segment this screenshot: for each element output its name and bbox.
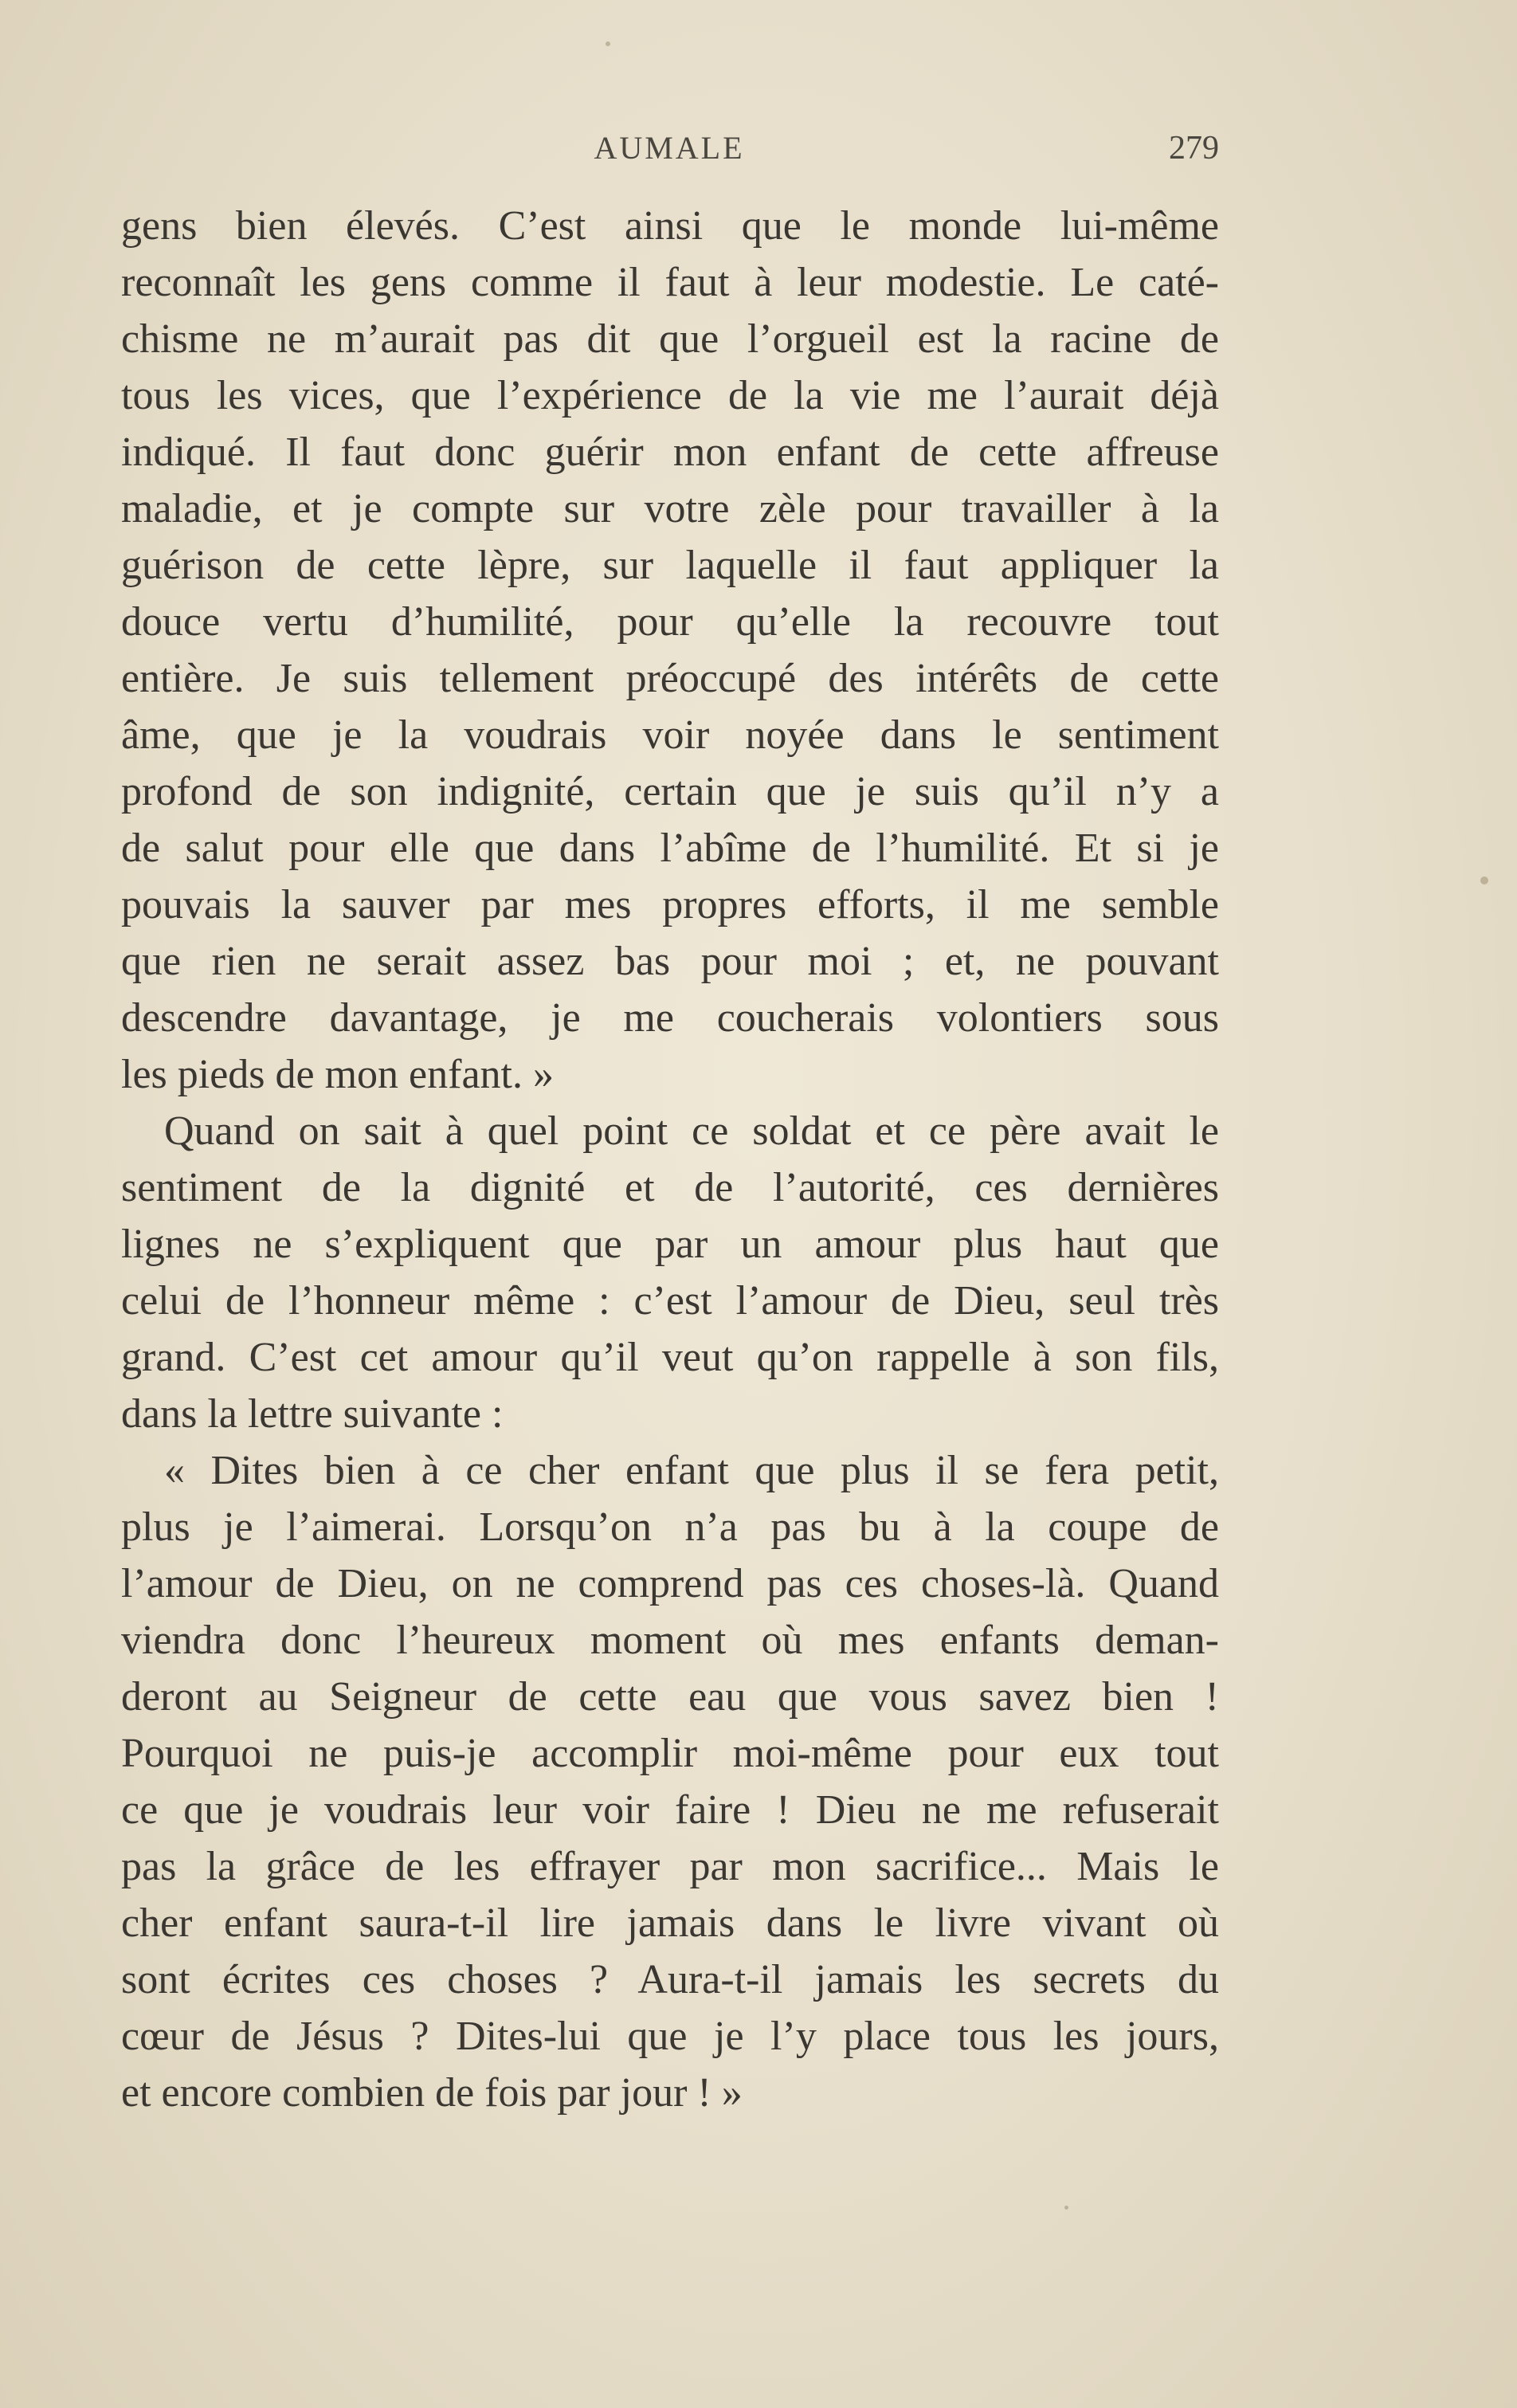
text-line: maladie, et je compte sur votre zèle pour travailler à la xyxy=(121,486,1219,531)
text-line: pouvais la sauver par mes propres efforts, il me semble xyxy=(121,882,1219,928)
text-line: les pieds de mon enfant. » xyxy=(121,1052,554,1097)
text-line: plus je l’aimerai. Lorsqu’on n’a pas bu à la coupe de xyxy=(121,1504,1219,1550)
text-line: gens bien élevés. C’est ainsi que le monde lui-même xyxy=(121,203,1219,249)
body-text xyxy=(121,198,1219,2121)
text-line: lignes ne s’expliquent que par un amour plus haut que xyxy=(121,1222,1219,1267)
text-line: l’amour de Dieu, on ne comprend pas ces choses-là. Quand xyxy=(121,1561,1219,1606)
text-line: deront au Seigneur de cette eau que vous savez bien ! xyxy=(121,1674,1219,1720)
text-line: « Dites bien à ce cher enfant que plus il se fera petit, xyxy=(164,1448,1219,1493)
text-line: cher enfant saura-t-il lire jamais dans le livre vivant où xyxy=(121,1900,1219,1946)
text-line: reconnaît les gens comme il faut à leur modestie. Le caté- xyxy=(121,260,1219,305)
paper-speck xyxy=(606,41,610,46)
text-line: cœur de Jésus ? Dites-lui que je l’y place tous les jours, xyxy=(121,2014,1219,2059)
text-line: sentiment de la dignité et de l’autorité, ces dernières xyxy=(121,1165,1219,1210)
text-line: guérison de cette lèpre, sur laquelle il faut appliquer la xyxy=(121,543,1219,588)
text-line: descendre davantage, je me coucherais volontiers sous xyxy=(121,995,1219,1041)
page-number: 279 xyxy=(1169,130,1219,167)
running-title: AUMALE xyxy=(594,130,745,166)
text-line: indiqué. Il faut donc guérir mon enfant de cette affreuse xyxy=(121,429,1219,475)
text-line: celui de l’honneur même : c’est l’amour de Dieu, seul très xyxy=(121,1278,1219,1324)
text-line: ce que je voudrais leur voir faire ! Dieu ne me refuserait xyxy=(121,1787,1219,1833)
text-line: Pourquoi ne puis-je accomplir moi-même pour eux tout xyxy=(121,1731,1219,1776)
text-line: de salut pour elle que dans l’abîme de l’humilité. Et si je xyxy=(121,826,1219,871)
text-line: âme, que je la voudrais voir noyée dans le sentiment xyxy=(121,712,1219,758)
text-line: chisme ne m’aurait pas dit que l’orgueil est la racine de xyxy=(121,316,1219,362)
text-line: douce vertu d’humilité, pour qu’elle la recouvre tout xyxy=(121,599,1219,645)
text-line: profond de son indignité, certain que je suis qu’il n’y a xyxy=(121,769,1219,814)
text-line: que rien ne serait assez bas pour moi ; et, ne pouvant xyxy=(121,939,1219,984)
text-line: pas la grâce de les effrayer par mon sacrifice... Mais le xyxy=(121,1844,1219,1889)
text-line: entière. Je suis tellement préoccupé des intérêts de cette xyxy=(121,656,1219,701)
text-line: grand. C’est cet amour qu’il veut qu’on rappelle à son fils, xyxy=(121,1335,1219,1380)
paper-speck xyxy=(1480,877,1488,884)
text-line: sont écrites ces choses ? Aura-t-il jamais les secrets du xyxy=(121,1957,1219,2002)
running-head xyxy=(120,129,1219,174)
text-line: et encore combien de fois par jour ! » xyxy=(121,2070,743,2116)
paper-speck xyxy=(1064,2206,1068,2210)
text-line: viendra donc l’heureux moment où mes enfants deman- xyxy=(121,1618,1219,1663)
text-line: tous les vices, que l’expérience de la vie me l’aurait déjà xyxy=(121,373,1219,418)
text-line: dans la lettre suivante : xyxy=(121,1391,504,1437)
text-line: Quand on sait à quel point ce soldat et ce père avait le xyxy=(164,1108,1219,1154)
